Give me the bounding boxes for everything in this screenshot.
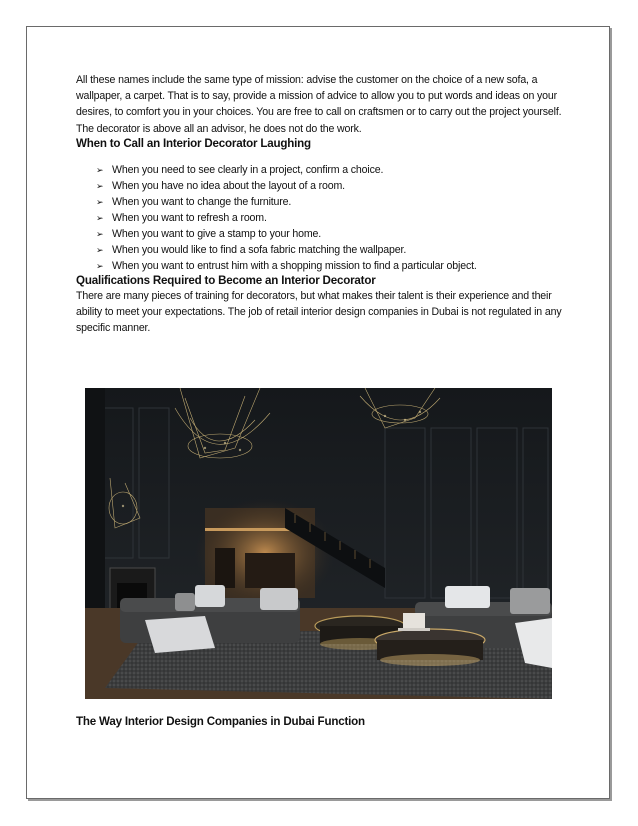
arrowhead-bullet-icon: ➢ [96,244,104,255]
arrowhead-bullet-icon: ➢ [96,212,104,223]
list-item-text: When you would like to find a sofa fabric matching the wallpaper. [112,243,407,256]
section-heading-companies-function: The Way Interior Design Companies in Dubai Function [76,715,365,728]
list-item [96,194,566,210]
list-item-text: When you want to refresh a room. [112,211,267,224]
bullet-list [96,162,566,274]
arrowhead-bullet-icon: ➢ [96,196,104,207]
arrowhead-bullet-icon: ➢ [96,180,104,191]
list-item-text: When you have no idea about the layout of a room. [112,179,345,192]
list-item [96,226,566,242]
section-heading-qualifications: Qualifications Required to Become an Interior Decorator [76,273,376,287]
interior-room-photo [85,388,552,699]
list-item-text: When you need to see clearly in a project, confirm a choice. [112,163,384,176]
list-item [96,258,566,274]
list-item [96,162,566,178]
list-item-text: When you want to give a stamp to your home. [112,227,322,240]
list-item [96,242,566,258]
document-body [76,72,566,336]
list-item-text: When you want to change the furniture. [112,195,292,208]
arrowhead-bullet-icon: ➢ [96,260,104,271]
qualifications-paragraph: There are many pieces of training for decorators, but what makes their talent is their experience and their ability to meet your expectations. The job of retail interior design companies in Dubai is not regulated in any specific manner. [76,289,562,335]
section-heading-when-to-call: When to Call an Interior Decorator Laughing [76,136,311,150]
list-item [96,210,566,226]
arrowhead-bullet-icon: ➢ [96,164,104,175]
intro-paragraph: All these names include the same type of mission: advise the customer on the choice of a new sofa, a wallpaper, a carpet. That is to say, provide a mission of advice to allow you to put words and ideas on your desires, to comfort you in your choices. You are free to call on craftsmen or to carry out the project yourself. The decorator is above all an advisor, he does not do the work. [76,74,562,135]
list-item-text: When you want to entrust him with a shopping mission to find a particular object. [112,259,477,272]
arrowhead-bullet-icon: ➢ [96,228,104,239]
list-item [96,178,566,194]
